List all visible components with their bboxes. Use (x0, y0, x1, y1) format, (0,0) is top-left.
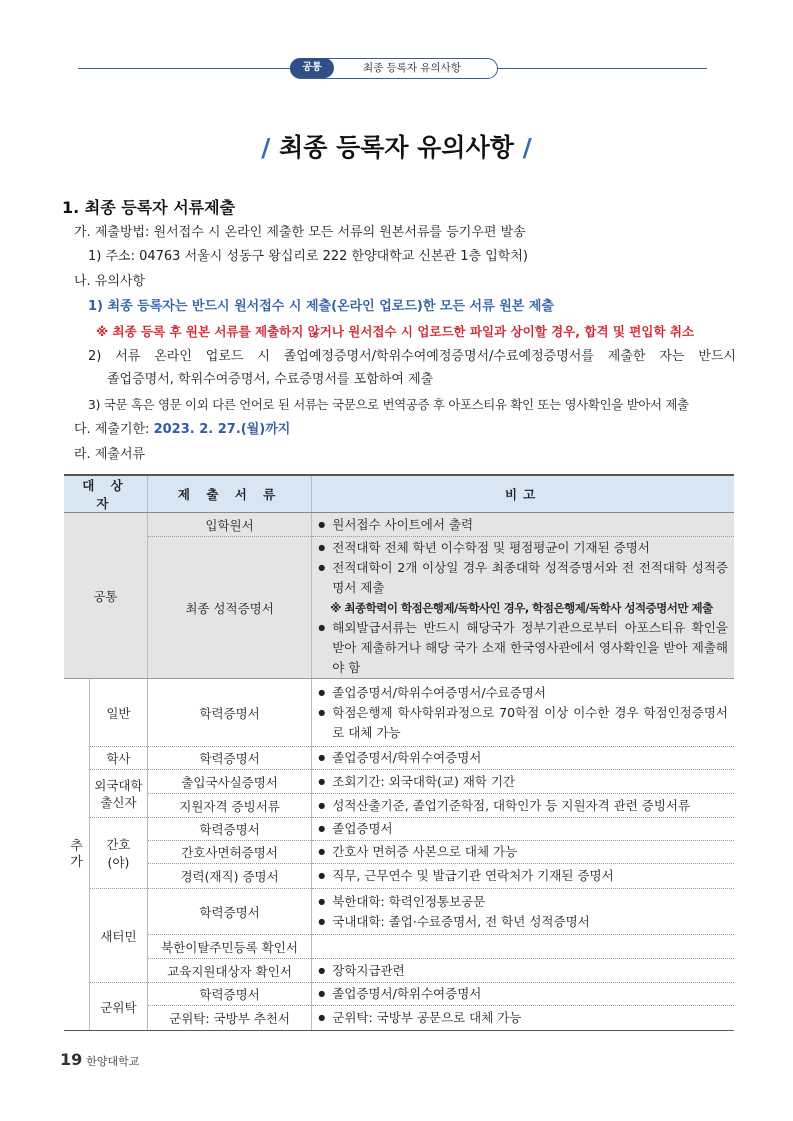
bullet-item: ● 간호사 면허증 사본으로 대체 가능 (318, 842, 728, 862)
footer-school: 한양대학교 (86, 1055, 140, 1068)
item-na-2b: 졸업증명서, 학위수여증명서, 수료증명서를 포함하여 제출 (107, 372, 434, 387)
th-remarks: 비고 (312, 475, 734, 513)
remark-cell (312, 513, 734, 537)
remark-cell (312, 889, 734, 935)
bullet-item: ● 졸업증명서/학위수여증명서/수료증명서 (318, 683, 728, 703)
remark-cell (312, 537, 734, 679)
bullet-item: ● 장학지급관련 (318, 961, 728, 981)
table-header-row (64, 475, 734, 513)
doc-cell: 교육지원대상자 확인서 (147, 959, 311, 983)
section-heading: 1. 최종 등록자 서류제출 (62, 198, 236, 217)
doc-cell: 학력증명서 (147, 679, 311, 747)
sub-group: 간호(야) (90, 818, 148, 889)
documents-table (64, 474, 734, 1031)
item-na-note: ※ 최종 등록 후 원본 서류를 제출하지 않거나 원서접수 시 업로드한 파일과 상이할 경우, 합격 및 편입학 취소 (96, 324, 695, 339)
item-ra: 라. 제출서류 (74, 447, 146, 462)
th-docs: 제 출 서 류 (147, 475, 311, 513)
title-text: 최종 등록자 유의사항 (279, 133, 514, 162)
remark-cell (312, 818, 734, 841)
doc-cell: 경력(재직) 증명서 (147, 864, 311, 889)
doc-cell: 학력증명서 (147, 818, 311, 841)
item-na-2a: 2) 서류 온라인 업로드 시 졸업예정증명서/학위수여예정증명서/수료예정증명서를 제출한 자는 반드시 (88, 349, 736, 364)
doc-cell: 최종 성적증명서 (147, 537, 311, 679)
item-na: 나. 유의사항 (74, 274, 146, 289)
doc-cell: 학력증명서 (147, 983, 311, 1006)
remark-cell (312, 770, 734, 794)
table-row (64, 537, 734, 679)
sub-group: 외국대학 출신자 (90, 770, 148, 818)
header-tag: 공통 (290, 58, 334, 78)
doc-cell: 군위탁: 국방부 추천서 (147, 1006, 311, 1031)
item-da (74, 421, 290, 439)
remark-cell (312, 841, 734, 864)
remark-cell (312, 983, 734, 1006)
table-row (64, 679, 734, 747)
th-target: 대 상 자 (64, 475, 147, 513)
bullet-item: ● 해외발급서류는 반드시 해당국가 정부기관으로부터 아포스티유 확인을 받아 제출하거나 해당 국가 소재 한국영사관에서 영사확인을 받아 제출해야 함 (318, 618, 728, 678)
group-common: 공통 (64, 513, 147, 679)
doc-cell: 간호사면허증명서 (147, 841, 311, 864)
remark-cell (312, 864, 734, 889)
group-extra-label: 추가 (70, 838, 83, 870)
item-na-1: 1) 최종 등록자는 반드시 원서접수 시 제출(온라인 업로드)한 모든 서류 원본 제출 (88, 299, 554, 314)
bullet-item: ● 전적대학이 2개 이상일 경우 최종대학 성적증명서와 전 전적대학 성적증명서 제출 (318, 558, 728, 598)
sub-group: 학사 (90, 747, 148, 770)
table-row (64, 959, 734, 983)
table-row (64, 1006, 734, 1031)
table-row (64, 747, 734, 770)
table-row (64, 513, 734, 537)
table-row (64, 841, 734, 864)
group-extra (64, 679, 90, 1031)
bullet-item: ● 조회기간: 외국대학(교) 재학 기간 (318, 772, 728, 792)
doc-cell: 학력증명서 (147, 747, 311, 770)
doc-cell: 북한이탈주민등록 확인서 (147, 935, 311, 959)
remark-cell (312, 959, 734, 983)
doc-cell: 출입국사실증명서 (147, 770, 311, 794)
sub-group: 군위탁 (90, 983, 148, 1031)
bullet-item: ● 졸업증명서 (318, 819, 728, 839)
table-row (64, 864, 734, 889)
sub-group: 새터민 (90, 889, 148, 983)
header-text: 최종 등록자 유의사항 (363, 62, 461, 74)
table-row (64, 983, 734, 1006)
bullet-item: ● 직무, 근무연수 및 발급기관 연락처가 기재된 증명서 (318, 866, 728, 886)
deadline-value: 2023. 2. 27.(월)까지 (153, 422, 291, 437)
deadline-label: 다. 제출기한: (74, 422, 154, 437)
remark-cell (312, 747, 734, 770)
bullet-item: ● 국내대학: 졸업·수료증명서, 전 학년 성적증명서 (318, 912, 728, 932)
remark-cell (312, 1006, 734, 1031)
doc-cell: 입학원서 (147, 513, 311, 537)
bullet-item: ● 졸업증명서/학위수여증명서 (318, 748, 728, 768)
table-row (64, 794, 734, 818)
item-ga: 가. 제출방법: 원서접수 시 온라인 제출한 모든 서류의 원본서류를 등기우편 발송 (74, 225, 526, 240)
table-row (64, 889, 734, 935)
page-title (0, 128, 793, 164)
doc-cell: 지원자격 증빙서류 (147, 794, 311, 818)
table-row (64, 818, 734, 841)
remark-cell (312, 679, 734, 747)
bullet-item: ● 군위탁: 국방부 공문으로 대체 가능 (318, 1008, 728, 1028)
bullet-item: ● 학점은행제 학사학위과정으로 70학점 이상 이수한 경우 학점인정증명서로 대체 가능 (318, 703, 728, 743)
bullet-item: ● 성적산출기준, 졸업기준학점, 대학인가 등 지원자격 관련 증빙서류 (318, 796, 728, 816)
remark-cell (312, 794, 734, 818)
table-row (64, 935, 734, 959)
title-slash-right: / (522, 133, 532, 162)
item-na-3: 3) 국문 혹은 영문 이외 다른 언어로 된 서류는 국문으로 번역공증 후 아포스티유 확인 또는 영사확인을 받아서 제출 (88, 398, 689, 412)
item-ga-1: 1) 주소: 04763 서울시 성동구 왕십리로 222 한양대학교 신본관 1층 입학처) (88, 249, 528, 264)
note-text: ※ 최종학력이 학점은행제/독학사인 경우, 학점은행제/독학사 성적증명서만 제출 (330, 600, 713, 615)
remark-cell (312, 935, 734, 959)
bullet-item: ● 북한대학: 학력인정통보공문 (318, 892, 728, 912)
footer (60, 1050, 139, 1069)
sub-group: 일반 (90, 679, 148, 747)
bullet-item: ● 원서접수 사이트에서 출력 (318, 515, 728, 535)
header-pill (290, 58, 498, 79)
bullet-item: ● 전적대학 전체 학년 이수학점 및 평점평균이 기재된 증명서 (318, 538, 728, 558)
title-slash-left: / (261, 133, 271, 162)
page-number: 19 (60, 1050, 83, 1069)
doc-cell: 학력증명서 (147, 889, 311, 935)
bullet-item: ● 졸업증명서/학위수여증명서 (318, 984, 728, 1004)
table-row (64, 770, 734, 794)
